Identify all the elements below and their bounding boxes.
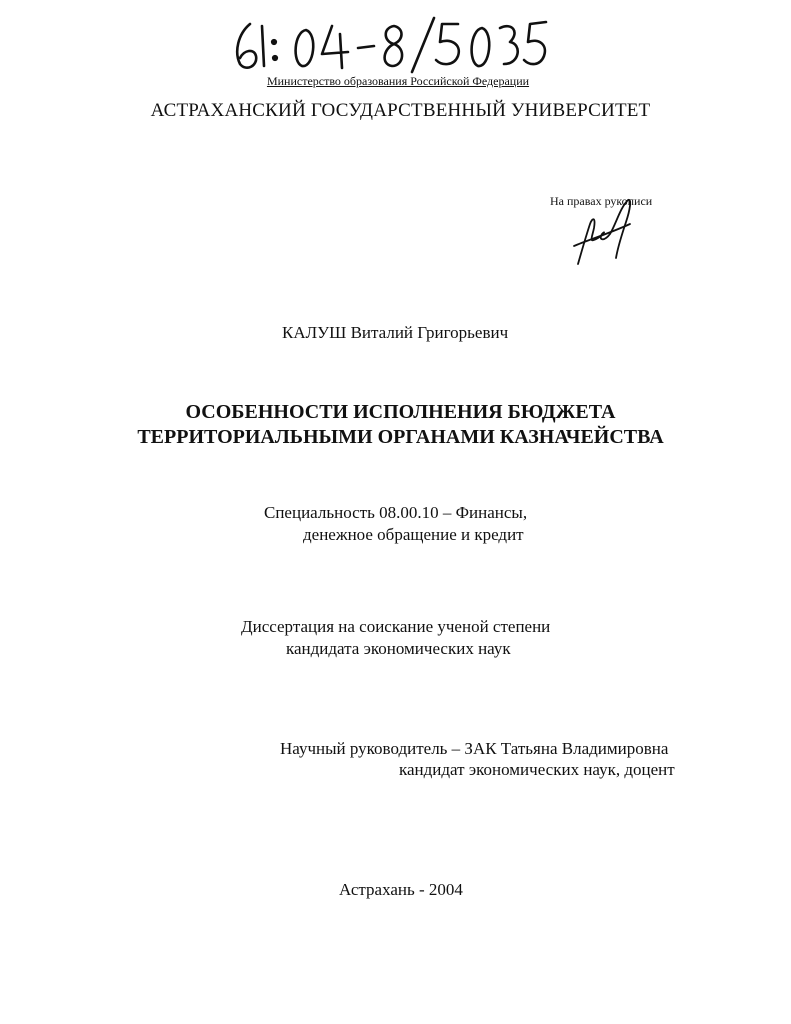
degree-line-1: Диссертация на соискание ученой степени [241, 617, 551, 636]
dissertation-title [0, 400, 791, 450]
manuscript-note: На правах рукописи [550, 194, 653, 208]
degree-line-2: кандидата экономических наук [286, 639, 511, 658]
city-year: Астрахань - 2004 [339, 880, 463, 899]
signature-icon [568, 194, 638, 272]
supervisor-line-2: кандидат экономических наук, доцент [399, 760, 675, 779]
ministry-heading: Министерство образования Российской Федерации [266, 74, 530, 88]
specialty-line-2: денежное обращение и кредит [303, 525, 524, 544]
specialty-line-1: Специальность 08.00.10 – Финансы, [264, 503, 528, 522]
supervisor-line-1: Научный руководитель – ЗАК Татьяна Владимировна [280, 739, 669, 758]
university-name: АСТРАХАНСКИЙ ГОСУДАРСТВЕННЫЙ УНИВЕРСИТЕТ [150, 100, 651, 121]
title-line-1: ОСОБЕННОСТИ ИСПОЛНЕНИЯ БЮДЖЕТА [185, 401, 616, 423]
handwritten-catalog-code [228, 12, 548, 74]
author-name: КАЛУШ Виталий Григорьевич [282, 323, 509, 342]
title-line-2: ТЕРРИТОРИАЛЬНЫМИ ОРГАНАМИ КАЗНАЧЕЙСТВА [137, 426, 664, 448]
